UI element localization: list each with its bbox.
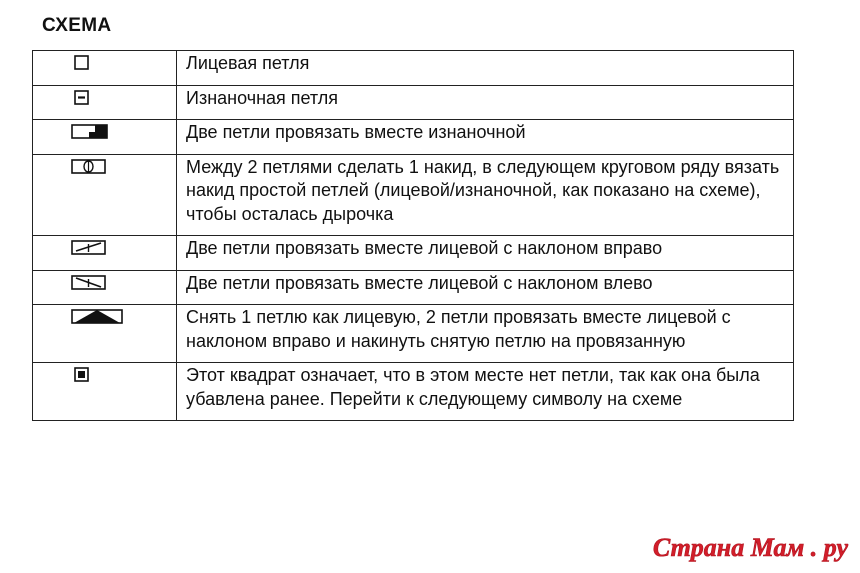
- legend-row-purl: [33, 85, 794, 120]
- legend-description: Снять 1 петлю как лицевую, 2 петли провязать вместе лицевой с наклоном вправо и накинуть снятую петлю на провязанную: [177, 305, 794, 363]
- legend-row-yarn-over: [33, 154, 794, 236]
- symbol-cell: [33, 154, 177, 236]
- legend-description: Этот квадрат означает, что в этом месте нет петли, так как она была убавлена ранее. Перейти к следующему символу на схеме: [177, 363, 794, 421]
- symbol-legend-table: [32, 50, 794, 421]
- symbol-cell: [33, 270, 177, 305]
- legend-row-no-stitch: [33, 363, 794, 421]
- legend-row-purl-two-together: [33, 120, 794, 155]
- knit-two-together-right-icon: [71, 238, 111, 258]
- knit-stitch-icon: [71, 53, 91, 73]
- purl-two-together-icon: [71, 122, 111, 142]
- purl-stitch-icon: [71, 88, 91, 108]
- legend-description: Две петли провязать вместе изнаночной: [177, 120, 794, 155]
- site-watermark: Страна Мам . ру: [652, 533, 848, 562]
- legend-row-knit-two-together-right: [33, 236, 794, 271]
- symbol-cell: [33, 85, 177, 120]
- symbol-cell: [33, 51, 177, 86]
- no-stitch-icon: [71, 365, 91, 385]
- knit-two-together-left-icon: [71, 273, 111, 293]
- page-title: СХЕМА: [42, 15, 112, 36]
- legend-description: Две петли провязать вместе лицевой с наклоном вправо: [177, 236, 794, 271]
- legend-row-knit-two-together-left: [33, 270, 794, 305]
- double-decrease-icon: [71, 307, 125, 327]
- legend-row-double-decrease: [33, 305, 794, 363]
- legend-description: Между 2 петлями сделать 1 накид, в следующем круговом ряду вязать накид простой петлей (лицевой/изнаночной, как показано на схеме), чтобы осталась дырочка: [177, 154, 794, 236]
- symbol-cell: [33, 236, 177, 271]
- legend-description: Лицевая петля: [177, 51, 794, 86]
- legend-description: Две петли провязать вместе лицевой с наклоном влево: [177, 270, 794, 305]
- legend-description: Изнаночная петля: [177, 85, 794, 120]
- symbol-cell: [33, 120, 177, 155]
- symbol-cell: [33, 363, 177, 421]
- symbol-cell: [33, 305, 177, 363]
- legend-row-knit: [33, 51, 794, 86]
- yarn-over-icon: [71, 157, 111, 177]
